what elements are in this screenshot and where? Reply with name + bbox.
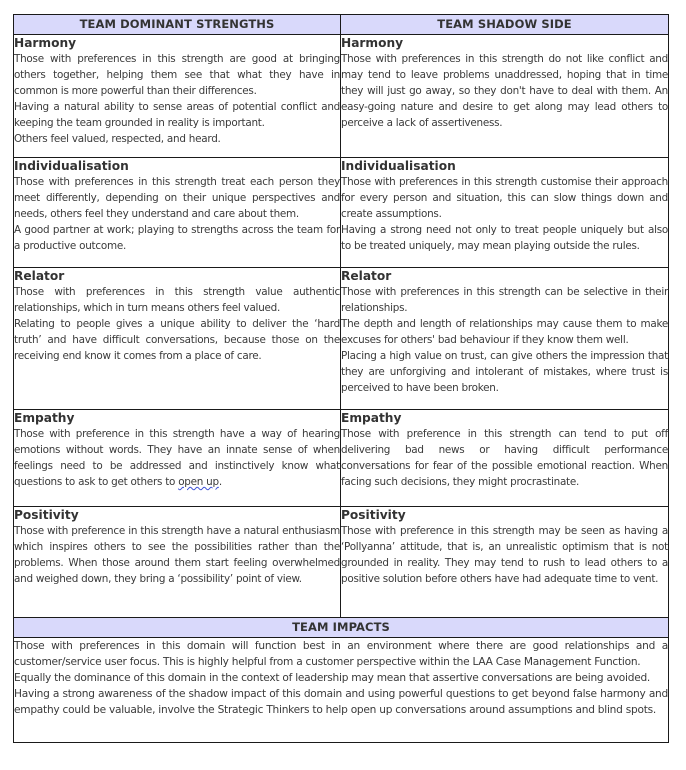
table-row-relator bbox=[14, 268, 669, 410]
strength-text-end: . bbox=[218, 476, 222, 488]
shadow-text: Those with preference in this strength can tend to put off delivering bad news or having difficult performance conversations for fear of the possible emotional reaction. When facing such decisions, they might procrastinate. bbox=[341, 428, 668, 488]
strength-cell-harmony bbox=[14, 35, 341, 158]
strength-text: Those with preferences in this strength value authentic relationships, which in turn means others feel valued. bbox=[14, 286, 340, 314]
shadow-text: Those with preferences in this strength customise their approach for every person and situation, this can slow things down and create assumptions. bbox=[341, 176, 668, 220]
table-row-individualisation bbox=[14, 158, 669, 268]
strength-text: A good partner at work; playing to strengths across the team for a productive outcome. bbox=[14, 224, 340, 252]
header-team-dominant-strengths: TEAM DOMINANT STRENGTHS bbox=[14, 15, 341, 35]
strength-text: Relating to people gives a unique ability to deliver the ‘hard truth’ and have difficult conversations, because those on the receiving end know it comes from a place of care. bbox=[14, 318, 340, 362]
strength-title: Harmony bbox=[14, 36, 77, 50]
strength-title: Relator bbox=[14, 269, 65, 283]
strength-text: Others feel valued, respected, and heard. bbox=[14, 133, 221, 145]
table-row-empathy bbox=[14, 410, 669, 507]
strength-cell-individualisation bbox=[14, 158, 341, 268]
impacts-text: Equally the dominance of this domain in the context of leadership may mean that assertive conversations are being avoided. bbox=[14, 672, 651, 684]
shadow-text: Placing a high value on trust, can give others the impression that they are unforgiving and intolerant of mistakes, where trust is perceived to have been broken. bbox=[341, 350, 668, 394]
strength-title: Individualisation bbox=[14, 159, 129, 173]
table-row-harmony bbox=[14, 35, 669, 158]
table-row-positivity bbox=[14, 507, 669, 618]
shadow-title: Empathy bbox=[341, 411, 402, 425]
spellcheck-underlined-text[interactable]: open up bbox=[178, 476, 219, 488]
strength-cell-relator bbox=[14, 268, 341, 410]
shadow-text: Those with preferences in this strength do not like conflict and may tend to leave problems unaddressed, hoping that in time they will just go away, so they don't have to deal with them. An easy-going nature and desire to get along may lead others to perceive a lack of assertiveness. bbox=[341, 53, 668, 129]
strength-title: Empathy bbox=[14, 411, 75, 425]
strength-text: Those with preferences in this strength treat each person they meet differently, depending on their unique perspectives and needs, others feel they understand and care about them. bbox=[14, 176, 340, 220]
shadow-title: Individualisation bbox=[341, 159, 456, 173]
shadow-title: Harmony bbox=[341, 36, 404, 50]
impacts-text: Those with preferences in this domain will function best in an environment where there are good relationships and a customer/service user focus. This is highly helpful from a customer perspective within the LAA Case Management Function. bbox=[14, 640, 668, 668]
strength-cell-empathy bbox=[14, 410, 341, 507]
shadow-text: The depth and length of relationships may cause them to make excuses for others' bad behaviour if they know them well. bbox=[341, 318, 668, 346]
strength-text bbox=[14, 426, 340, 490]
team-impacts-row bbox=[14, 638, 669, 743]
strength-text: Those with preference in this strength have a natural enthusiasm which inspires others to see the possibilities rather than the problems. When those around them start feeling overwhelmed and weighed down, they bring a ‘possibility’ point of view. bbox=[14, 525, 340, 585]
shadow-cell-positivity bbox=[341, 507, 669, 618]
shadow-text: Those with preferences in this strength can be selective in their relationships. bbox=[341, 286, 668, 314]
shadow-text: Those with preference in this strength may be seen as having a ‘Pollyanna’ attitude, that is, an unrealistic optimism that is not grounded in reality. They may tend to rush to lead others to a positive solution before others have had adequate time to vent. bbox=[341, 525, 668, 585]
strength-text: Those with preferences in this strength are good at bringing others together, helping them see that what they have in common is more powerful than their differences. bbox=[14, 53, 340, 97]
shadow-text: Having a strong need not only to treat people uniquely but also to be treated uniquely, may mean playing outside the rules. bbox=[341, 224, 668, 252]
impacts-text: Having a strong awareness of the shadow impact of this domain and using powerful questions to get beyond false harmony and empathy could be valuable, involve the Strategic Thinkers to help open up conversations around assumptions and blind spots. bbox=[14, 688, 668, 716]
shadow-title: Relator bbox=[341, 269, 392, 283]
shadow-cell-harmony bbox=[341, 35, 669, 158]
strength-title: Positivity bbox=[14, 508, 79, 522]
team-strengths-table bbox=[13, 14, 669, 743]
shadow-cell-empathy bbox=[341, 410, 669, 507]
strength-cell-positivity bbox=[14, 507, 341, 618]
shadow-cell-individualisation bbox=[341, 158, 669, 268]
shadow-cell-relator bbox=[341, 268, 669, 410]
strength-text-main: Those with preference in this strength have a way of hearing emotions without words. They have an innate sense of when feelings need to be addressed and instinctively know what questions to ask to get others to bbox=[14, 428, 340, 488]
header-team-impacts: TEAM IMPACTS bbox=[14, 618, 669, 638]
team-impacts-cell bbox=[14, 638, 669, 743]
shadow-title: Positivity bbox=[341, 508, 406, 522]
strength-text: Having a natural ability to sense areas of potential conflict and keeping the team grounded in reality is important. bbox=[14, 101, 340, 129]
header-team-shadow-side: TEAM SHADOW SIDE bbox=[341, 15, 669, 35]
